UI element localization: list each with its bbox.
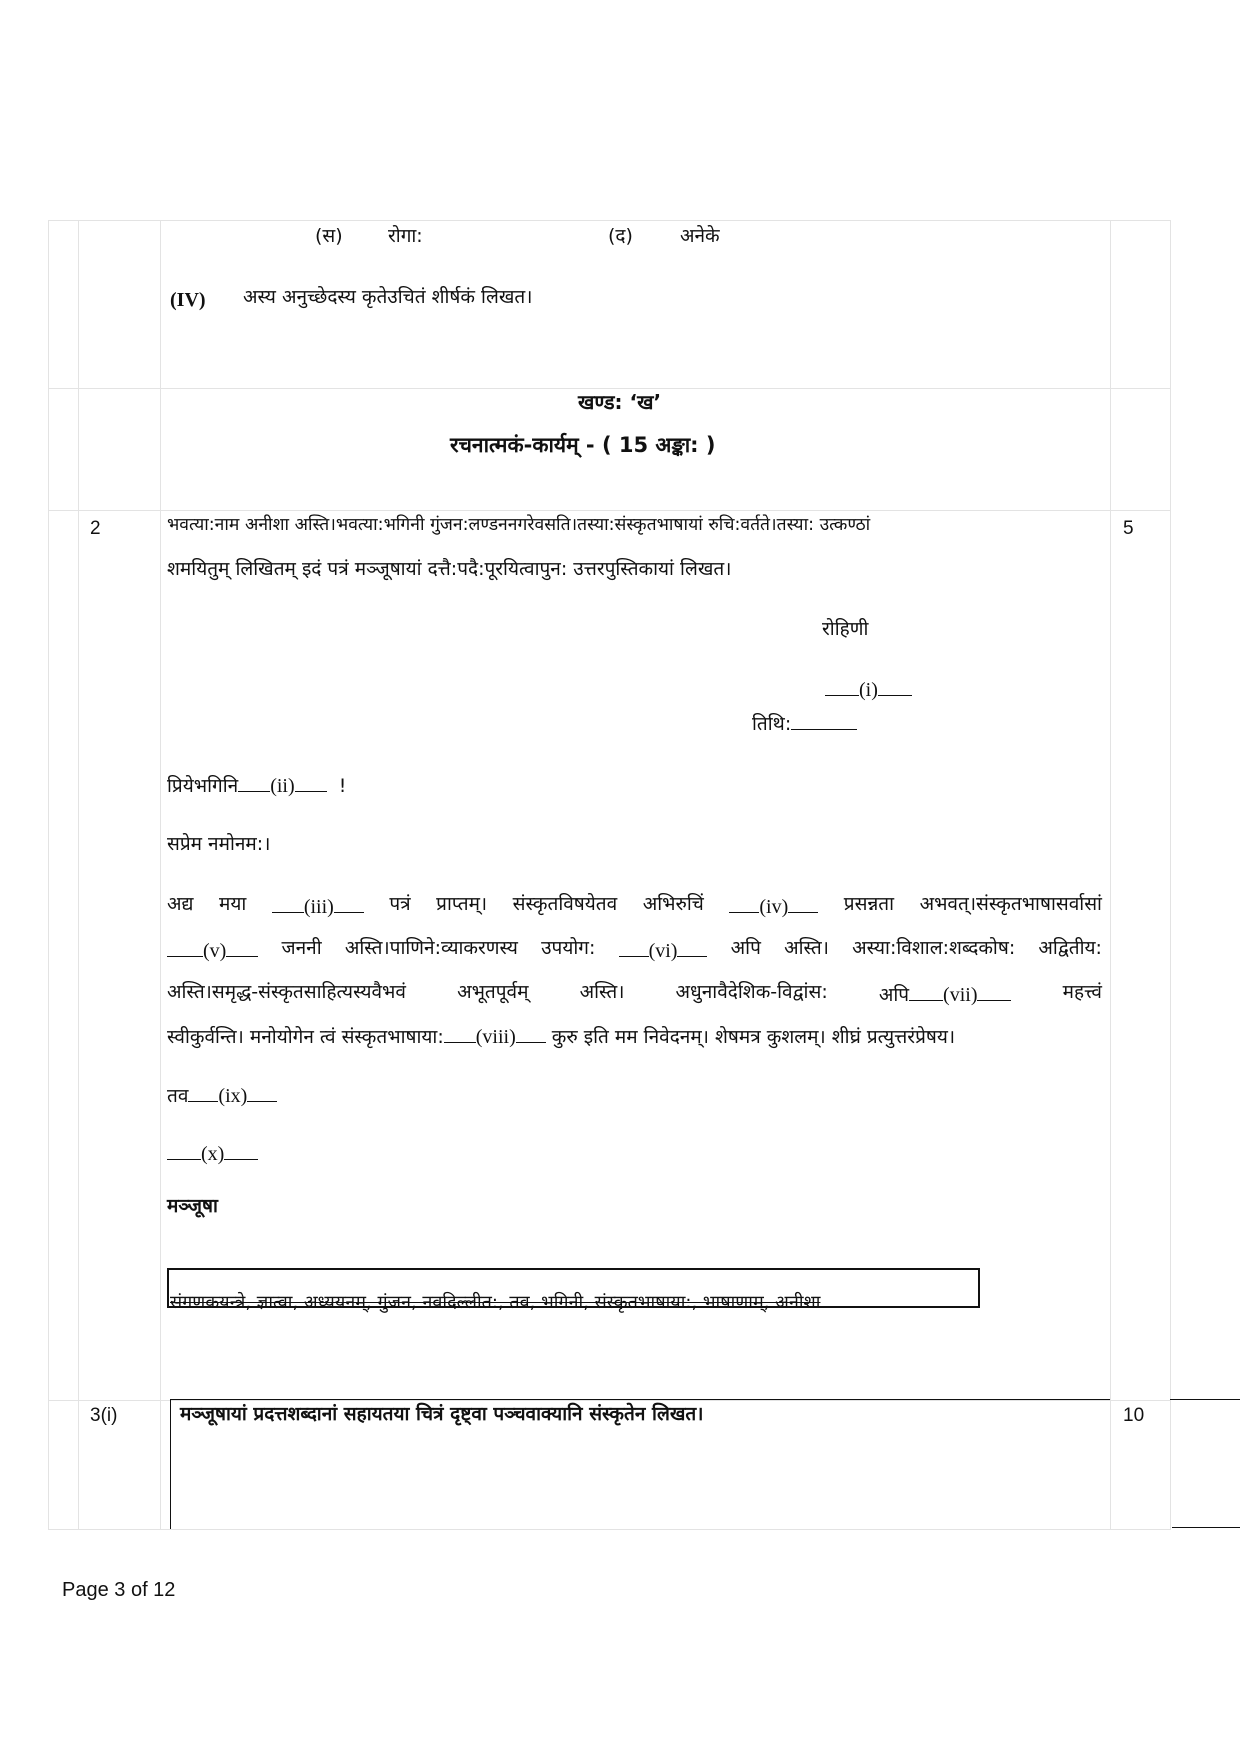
table-col-line: [48, 220, 49, 1530]
word: पत्रं: [389, 893, 411, 915]
blank-underline: [238, 772, 270, 792]
blank-iii-label: (iii): [303, 896, 334, 918]
option-c-word: रोगा:: [388, 225, 423, 247]
blank-underline: [272, 893, 304, 913]
table-col-line: [1110, 220, 1111, 1530]
word: अद्य: [167, 893, 194, 915]
date-blank: [791, 710, 857, 730]
option-d-label: (द): [608, 225, 633, 247]
question-3-number: 3(i): [90, 1405, 118, 1426]
blank-underline: [247, 1082, 277, 1102]
table-bottom-border: [48, 1529, 1170, 1530]
salutation-suffix: !: [338, 775, 347, 797]
question-2-number: 2: [90, 518, 101, 539]
section-title: खण्ड: ‘ख’: [578, 390, 662, 414]
table-row-divider: [48, 1400, 1170, 1401]
question-iv-text: अस्य अनुच्छेदस्य कृतेउचितं शीर्षकं लिखत।: [243, 286, 533, 308]
blank-x-label: (x): [201, 1143, 225, 1165]
blank-v: [167, 937, 258, 963]
table-col-line: [160, 220, 161, 1530]
word: अधुनावैदेशिक-विद्वांस:: [675, 981, 828, 1003]
salutation-prefix: प्रियेभगिनि: [167, 775, 239, 797]
page-number: Page 3 of 12: [62, 1579, 176, 1601]
letter-body-line-1: [167, 893, 1102, 919]
letter-signature: [167, 1140, 258, 1166]
section-subtitle: रचनात्मकं-कार्यम् - ( 15 अङ्का: ): [450, 433, 716, 457]
blank-vi-label: (vi): [648, 940, 678, 962]
question-2-intro-line-1: [167, 515, 1102, 536]
blank-underline: [977, 981, 1011, 1001]
question-2-marks: 5: [1123, 518, 1134, 539]
blank-vii-label: (vii): [943, 984, 978, 1006]
word: अस्ति।: [579, 981, 625, 1003]
question-2-intro-line-2: शमयितुम् लिखितम् इदं पत्रं मञ्जूषायां दत्तै:पदै:पूरयित्वापुन: उत्तरपुस्तिकायां लिखत।: [167, 558, 732, 580]
table-row-divider: [48, 510, 1170, 511]
blank-underline: [878, 676, 912, 696]
word: प्राप्तम्।: [436, 893, 488, 915]
letter-sender: रोहिणी: [822, 618, 869, 640]
blank-underline: [516, 1023, 546, 1043]
letter-closing: [167, 1082, 277, 1108]
word: संस्कृतविषयेतव: [512, 893, 618, 915]
blank-underline: [677, 937, 707, 957]
letter-greeting: सप्रेम नमोनम:।: [167, 833, 271, 855]
option-c-label: (स): [315, 225, 343, 247]
letter-salutation: [167, 772, 346, 798]
word: उपयोग:: [541, 937, 596, 959]
answer-box-left: [170, 1400, 171, 1529]
word: अस्या:विशाल:शब्दकोष:: [852, 937, 1016, 959]
blank-underline: [334, 893, 364, 913]
word: महत्त्वं: [1062, 981, 1102, 1003]
table-col-line: [78, 220, 79, 1530]
answer-box-top: [170, 1399, 1110, 1400]
blank-vii: [879, 981, 1012, 1007]
option-d-word: अनेके: [680, 225, 720, 247]
letter-address-line: [825, 676, 912, 702]
answer-box-top-extension: [1170, 1399, 1240, 1400]
closing-prefix: तव: [167, 1085, 189, 1107]
letter-body-line-2: [167, 937, 1102, 963]
word: अद्वितीय:: [1038, 937, 1102, 959]
word: अस्ति।पाणिने:व्याकरणस्य: [344, 937, 518, 959]
blank-v-label: (v): [203, 940, 227, 962]
answer-box-bottom-extension: [1172, 1527, 1240, 1528]
letter-date-line: [752, 710, 857, 736]
word: अभिरुचिं: [642, 893, 704, 915]
intro-text: भवत्या:नाम अनीशा अस्ति।भवत्या:भगिनी गुंजन:लण्डननगरेवसति।तस्या:संस्कृतभाषायां रुचि:वर्तते।तस्या: उत्कण्ठां: [167, 515, 871, 535]
question-iv-label: (IV): [170, 289, 206, 311]
blank-underline: [788, 893, 818, 913]
word: अभवत्।संस्कृतभाषासर्वासां: [919, 893, 1102, 915]
word: अस्ति।: [784, 937, 829, 959]
blank-underline: [224, 1140, 258, 1160]
word: अस्ति।समृद्ध-संस्कृतसाहित्यस्यवैभवं: [167, 981, 406, 1003]
table-top-border: [48, 220, 1170, 221]
word: जननी: [281, 937, 322, 959]
text-fragment: स्वीकुर्वन्ति। मनोयोगेन त्वं संस्कृतभाषाया:: [167, 1026, 444, 1048]
word-box-words: संगणकयन्त्रे, ज्ञात्वा, अध्ययनम्, गुंजन, नवदिल्लीत:, तव, भगिनी, संस्कृतभाषाया:, भाषाणाम्, अनीशा: [170, 1292, 821, 1313]
question-3-text: मञ्जूषायां प्रदत्तशब्दानां सहायतया चित्रं दृष्ट्वा पञ्चवाक्यानि संस्कृतेन लिखत।: [180, 1403, 704, 1425]
blank-underline: [295, 772, 327, 792]
blank-underline: [619, 937, 649, 957]
date-label: तिथि:: [752, 713, 792, 735]
blank-underline: [188, 1082, 218, 1102]
blank-viii-label: (viii): [475, 1026, 516, 1048]
word: अपि: [878, 984, 910, 1006]
blank-iv: [729, 893, 818, 919]
word-box-title: मञ्जूषा: [167, 1195, 218, 1217]
blank-underline: [729, 893, 759, 913]
blank-underline: [167, 937, 203, 957]
blank-ii-label: (ii): [270, 775, 295, 797]
blank-iv-label: (iv): [759, 896, 789, 918]
letter-body-line-3: [167, 981, 1102, 1007]
table-col-line: [1170, 220, 1171, 1530]
blank-underline: [226, 937, 258, 957]
blank-underline: [444, 1023, 476, 1043]
word: मया: [219, 893, 247, 915]
letter-body-line-4: [167, 1023, 955, 1049]
text-fragment: कुरु इति मम निवेदनम्। शेषमत्र कुशलम्। शीघ्रं प्रत्युत्तरंप्रेषय।: [551, 1026, 956, 1048]
word: अपि: [730, 937, 761, 959]
table-row-divider: [48, 388, 1170, 389]
word: प्रसन्नता: [843, 893, 895, 915]
blank-vi: [619, 937, 708, 963]
word: अभूतपूर्वम्: [457, 981, 529, 1003]
blank-ix-label: (ix): [218, 1085, 248, 1107]
blank-i-label: (i): [859, 679, 878, 701]
blank-underline: [825, 676, 859, 696]
blank-iii: [272, 893, 364, 919]
blank-underline: [909, 981, 943, 1001]
blank-underline: [167, 1140, 201, 1160]
question-3-marks: 10: [1123, 1405, 1145, 1426]
